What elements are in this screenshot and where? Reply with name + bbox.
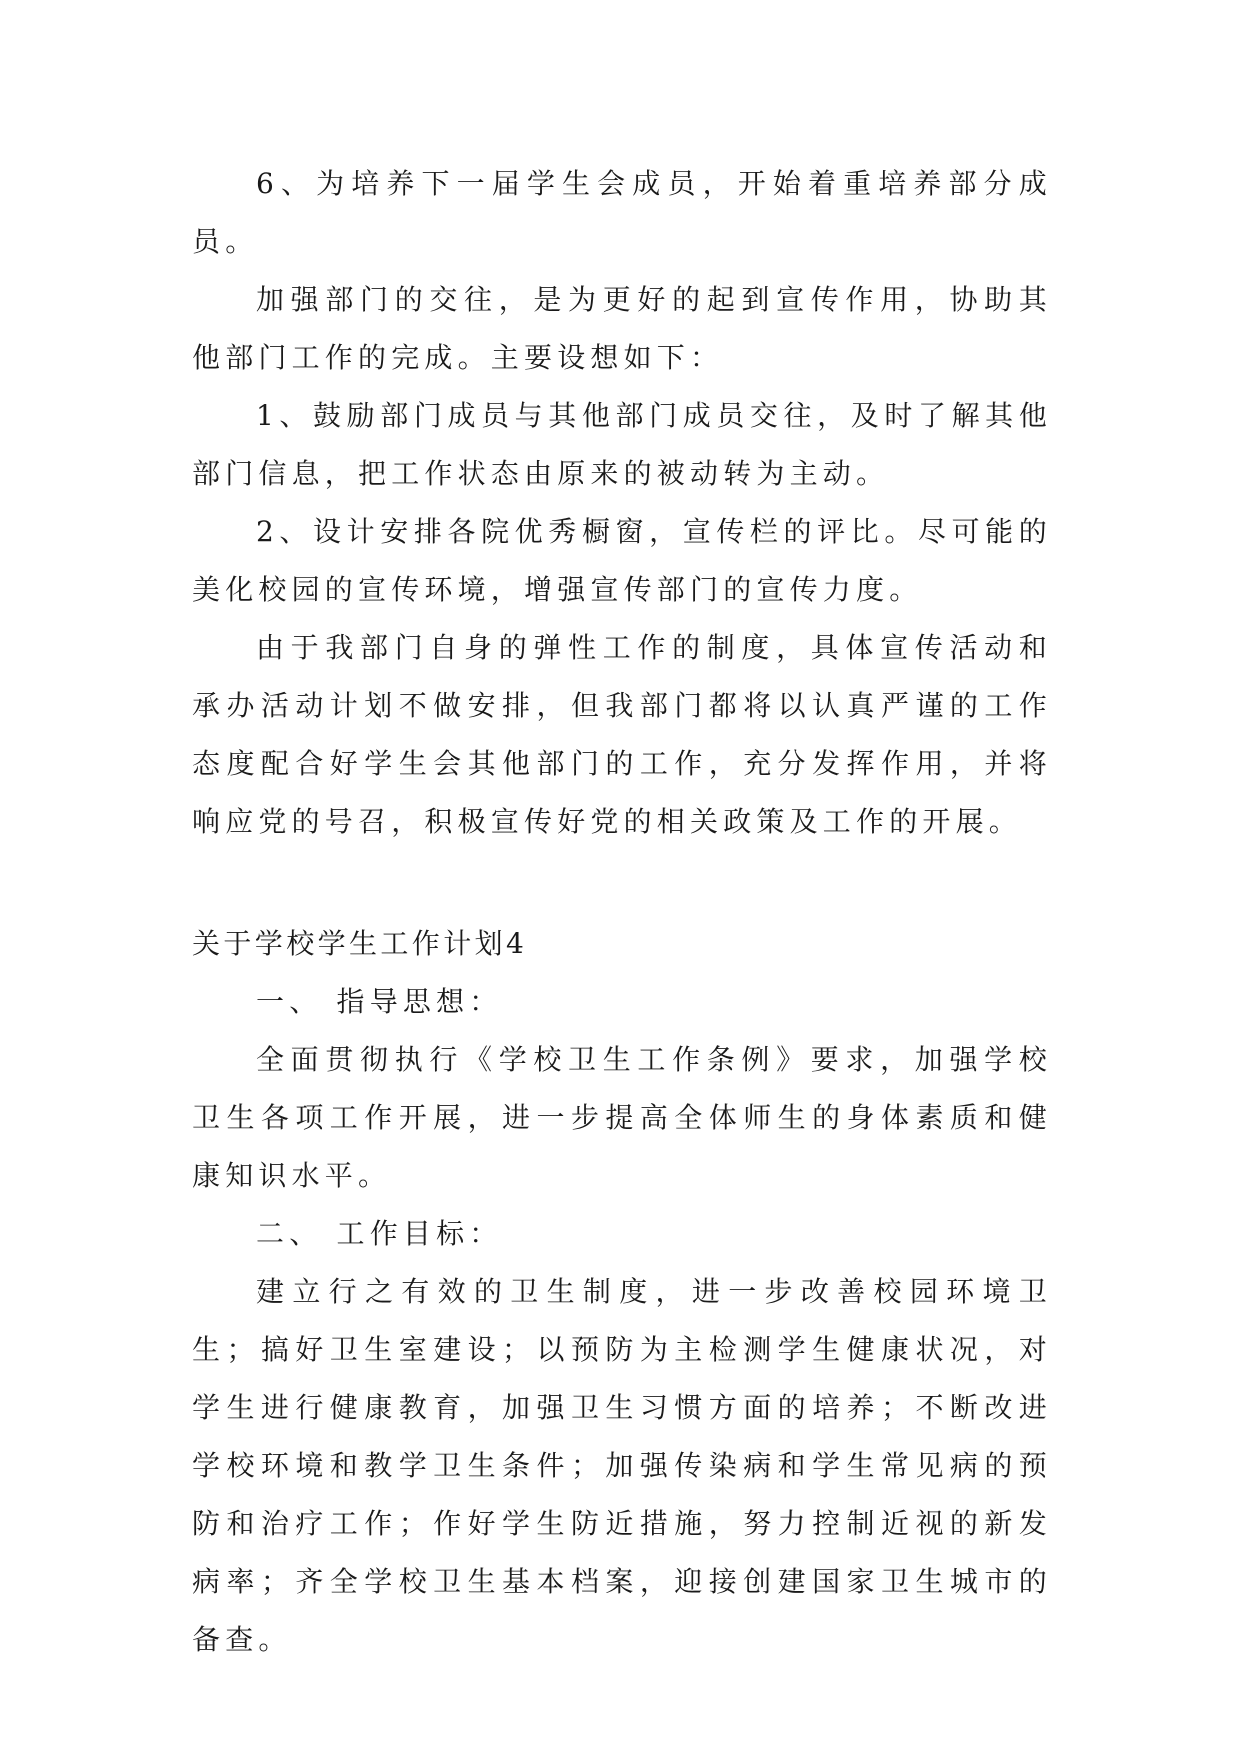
paragraph-department-exchange: 加强部门的交往，是为更好的起到宣传作用，协助其他部门工作的完成。主要设想如下： <box>192 283 1052 374</box>
heading-work-goals: 二、 工作目标： <box>256 1217 503 1250</box>
paragraph-item-6: 6、为培养下一届学生会成员，开始着重培养部分成员。 <box>192 167 1052 258</box>
paragraph-item-2: 2、设计安排各院优秀橱窗，宣传栏的评比。尽可能的美化校园的宣传环境，增强宣传部门的宣传力度。 <box>192 515 1052 606</box>
section-spacer <box>192 851 1052 915</box>
heading-guiding-ideology: 一、 指导思想： <box>256 985 503 1018</box>
section-title: 关于学校学生工作计划4 <box>192 927 528 960</box>
paragraph-work-goals: 建立行之有效的卫生制度，进一步改善校园环境卫生；搞好卫生室建设；以预防为主检测学生健康状况，对学生进行健康教育，加强卫生习惯方面的培养；不断改进学校环境和教学卫生条件；加强传染病和学生常见病的预防和治疗工作；作好学生防近措施，努力控制近视的新发病率；齐全学校卫生基本档案，迎接创建国家卫生城市的备查。 <box>192 1275 1052 1656</box>
paragraph-item-1: 1、鼓励部门成员与其他部门成员交往，及时了解其他部门信息，把工作状态由原来的被动转为主动。 <box>192 399 1052 490</box>
paragraph-closing: 由于我部门自身的弹性工作的制度，具体宣传活动和承办活动计划不做安排，但我部门都将以认真严谨的工作态度配合好学生会其他部门的工作，充分发挥作用，并将响应党的号召，积极宣传好党的相关政策及工作的开展。 <box>192 631 1052 838</box>
paragraph-guiding-ideology: 全面贯彻执行《学校卫生工作条例》要求，加强学校卫生各项工作开展，进一步提高全体师生的身体素质和健康知识水平。 <box>192 1043 1052 1192</box>
document-page <box>192 155 1052 1669</box>
